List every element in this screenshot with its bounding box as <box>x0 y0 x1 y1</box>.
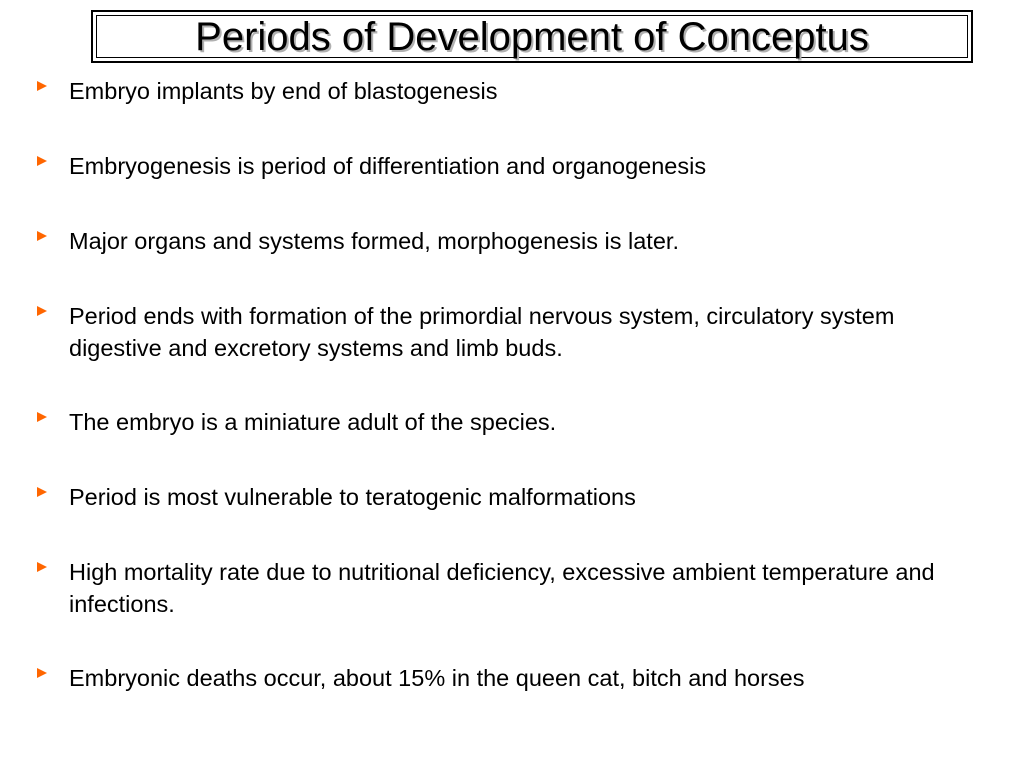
triangle-right-icon <box>37 156 47 166</box>
triangle-right-icon <box>37 306 47 316</box>
bullet-text: Period is most vulnerable to teratogenic malformations <box>69 484 636 510</box>
triangle-right-icon <box>37 562 47 572</box>
bullet-text: Period ends with formation of the primordial nervous system, circulatory system digestive and excretory systems and limb buds. <box>69 303 895 361</box>
bullet-text: Embryonic deaths occur, about 15% in the queen cat, bitch and horses <box>69 665 805 691</box>
slide-title: Periods of Development of Conceptus <box>195 14 869 59</box>
bullet-text: High mortality rate due to nutritional deficiency, excessive ambient temperature and infections. <box>69 559 935 617</box>
triangle-right-icon <box>37 668 47 678</box>
triangle-right-icon <box>37 231 47 241</box>
triangle-right-icon <box>37 81 47 91</box>
bullet-text: Embryogenesis is period of differentiation and organogenesis <box>69 153 707 179</box>
triangle-right-icon <box>37 412 47 422</box>
bullet-text: The embryo is a miniature adult of the species. <box>69 409 557 435</box>
bullet-text: Embryo implants by end of blastogenesis <box>69 78 498 104</box>
triangle-right-icon <box>37 487 47 497</box>
bullet-text: Major organs and systems formed, morphogenesis is later. <box>69 228 679 254</box>
